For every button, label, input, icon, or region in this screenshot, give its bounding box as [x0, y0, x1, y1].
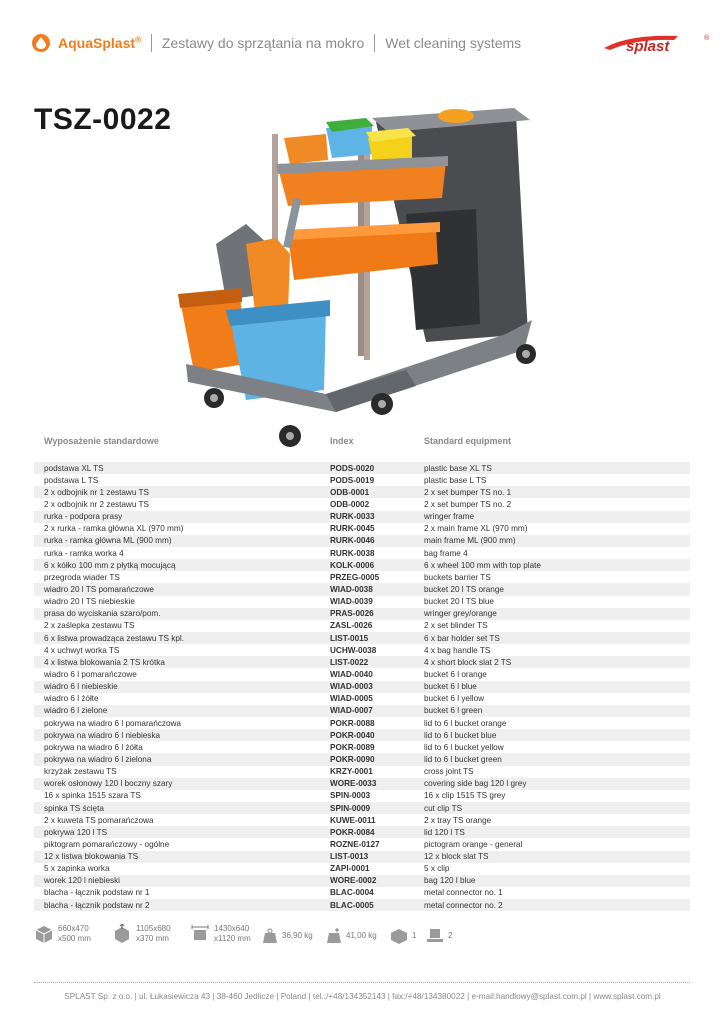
item-name-pl: krzyżak zestawu TS: [44, 767, 117, 777]
item-index: WIAD-0038: [330, 584, 373, 594]
item-name-en: bucket 6 l yellow: [424, 694, 485, 704]
item-index: ODB-0001: [330, 487, 370, 497]
item-index: LIST-0015: [330, 633, 369, 643]
table-row: [34, 741, 690, 753]
item-name-pl: prasa do wyciskania szaro/pom.: [44, 609, 161, 619]
item-name-en: buckets barrier TS: [424, 572, 491, 582]
item-name-pl: 2 x odbojnik nr 1 zestawu TS: [44, 487, 149, 497]
item-name-en: bag 120 l blue: [424, 876, 476, 886]
item-name-pl: blacha - łącznik podstaw nr 2: [44, 900, 150, 910]
pallets-value: 2: [448, 931, 453, 940]
item-name-pl: 6 x kółko 100 mm z płytką mocującą: [44, 560, 176, 570]
brand-name: AquaSplast®: [58, 35, 141, 51]
table-row: [34, 620, 690, 632]
weight-gross-icon: [326, 928, 342, 944]
item-name-en: covering side bag 120 l grey: [424, 779, 527, 789]
item-name-en: 2 x set blinder TS: [424, 621, 488, 631]
item-name-pl: 5 x zapinka worka: [44, 864, 110, 874]
item-index: POKR-0089: [330, 742, 375, 752]
footer-divider: [34, 982, 690, 983]
item-index: KOLK-0006: [330, 560, 375, 570]
item-name-en: 4 x short block slat 2 TS: [424, 657, 512, 667]
gross-weight-value: 41,00 kg: [346, 931, 377, 940]
item-index: BLAC-0005: [330, 900, 374, 910]
cartons-value: 1: [412, 931, 417, 940]
item-name-pl: 4 x listwa blokowania 2 TS krótka: [44, 657, 165, 667]
item-name-en: cut clip TS: [424, 803, 463, 813]
item-name-en: bucket 6 l orange: [424, 669, 487, 679]
page-header: [32, 32, 521, 54]
item-name-pl: 2 x odbojnik nr 2 zestawu TS: [44, 499, 149, 509]
table-row: [34, 474, 690, 486]
table-row: [34, 656, 690, 668]
item-index: WORE-0002: [330, 876, 377, 886]
item-name-pl: pokrywa na wiadro 6 l żółta: [44, 742, 143, 752]
table-row: [34, 729, 690, 741]
dimensions-line1: 1430x640: [214, 924, 250, 933]
item-index: ZASL-0026: [330, 621, 373, 631]
table-row: [34, 498, 690, 510]
item-index: SPIN-0009: [330, 803, 371, 813]
item-name-en: bucket 6 l green: [424, 706, 483, 716]
table-row: [34, 644, 690, 656]
item-name-en: wringer grey/orange: [424, 609, 497, 619]
spec-bar: [34, 924, 694, 954]
item-index: WIAD-0003: [330, 682, 373, 692]
item-name-en: bucket 20 l TS blue: [424, 597, 494, 607]
item-name-pl: blacha - łącznik podstaw nr 1: [44, 888, 150, 898]
item-index: RURK-0038: [330, 548, 375, 558]
dimensions-icon: [190, 924, 210, 944]
item-name-en: plastic base L TS: [424, 475, 487, 485]
table-row: [34, 851, 690, 863]
item-name-pl: 16 x spinka 1515 szara TS: [44, 791, 141, 801]
spec-pallets: [426, 928, 452, 944]
table-row: [34, 717, 690, 729]
table-row: [34, 753, 690, 765]
item-index: RURK-0046: [330, 536, 375, 546]
box-arrows-icon: [112, 924, 132, 944]
item-name-en: metal connector no. 1: [424, 888, 503, 898]
spec-cartons: [390, 928, 416, 944]
item-name-en: wringer frame: [424, 512, 475, 522]
item-name-pl: 12 x listwa blokowania TS: [44, 852, 139, 862]
spec-dimensions: [190, 924, 251, 944]
table-row: [34, 814, 690, 826]
item-name-en: bag frame 4: [424, 548, 468, 558]
item-name-en: 6 x bar holder set TS: [424, 633, 500, 643]
item-index: ODB-0002: [330, 499, 370, 509]
table-row: [34, 826, 690, 838]
item-name-en: lid to 6 l bucket blue: [424, 730, 497, 740]
table-row: [34, 535, 690, 547]
item-index: KRZY-0001: [330, 767, 373, 777]
item-name-pl: pokrywa na wiadro 6 l zielona: [44, 754, 152, 764]
item-index: PRZEG-0005: [330, 572, 380, 582]
table-row: [34, 863, 690, 875]
assembled-size-line1: 1105x680: [136, 924, 171, 933]
item-index: WIAD-0005: [330, 694, 373, 704]
item-name-en: 2 x main frame XL (970 mm): [424, 524, 528, 534]
item-index: UCHW-0038: [330, 645, 377, 655]
item-name-en: lid to 6 l bucket orange: [424, 718, 507, 728]
item-name-pl: podstawa XL TS: [44, 463, 104, 473]
item-name-en: lid to 6 l bucket green: [424, 754, 502, 764]
item-name-pl: rurka - ramka główna ML (900 mm): [44, 536, 172, 546]
item-name-pl: spinka TS ścięta: [44, 803, 104, 813]
col-header-en: Standard equipment: [424, 436, 512, 446]
item-index: PODS-0020: [330, 463, 375, 473]
item-index: ZAPI-0001: [330, 864, 370, 874]
item-name-en: 4 x bag handle TS: [424, 645, 491, 655]
item-name-en: 2 x set bumper TS no. 2: [424, 499, 512, 509]
item-name-pl: 2 x kuweta TS pomarańczowa: [44, 815, 154, 825]
item-name-en: main frame ML (900 mm): [424, 536, 516, 546]
item-name-pl: rurka - podpora prasy: [44, 512, 123, 522]
item-name-pl: wiadro 20 l TS niebieskie: [44, 597, 135, 607]
table-row: [34, 559, 690, 571]
item-name-pl: worek 120 l niebieski: [44, 876, 121, 886]
item-name-pl: pokrywa 120 l TS: [44, 827, 108, 837]
pallet-icon: [426, 928, 444, 944]
item-index: WORE-0033: [330, 779, 377, 789]
svg-text:®: ®: [704, 35, 710, 42]
package-size-line1: 660x470: [58, 924, 89, 933]
table-row: [34, 547, 690, 559]
box-icon: [34, 924, 54, 944]
table-row: [34, 899, 690, 911]
item-name-en: 16 x clip 1515 TS grey: [424, 791, 506, 801]
package-size-line2: x500 mm: [58, 934, 91, 943]
col-header-index: Index: [330, 436, 354, 446]
table-row: [34, 486, 690, 498]
table-row: [34, 766, 690, 778]
table-row: [34, 875, 690, 887]
item-name-pl: wiadro 6 l zielone: [44, 706, 108, 716]
splast-logo: [600, 28, 712, 56]
item-index: LIST-0022: [330, 657, 369, 667]
item-name-en: lid 120 l TS: [424, 827, 465, 837]
item-name-pl: przegroda wiader TS: [44, 572, 120, 582]
header-subtitle-en: Wet cleaning systems: [385, 35, 522, 51]
table-row: [34, 790, 690, 802]
item-index: POKR-0090: [330, 754, 375, 764]
item-index: SPIN-0003: [330, 791, 371, 801]
col-header-pl: Wyposażenie standardowe: [44, 436, 159, 446]
item-index: BLAC-0004: [330, 888, 374, 898]
item-name-en: cross joint TS: [424, 767, 474, 777]
item-index: WIAD-0040: [330, 669, 373, 679]
item-name-en: 12 x block slat TS: [424, 852, 489, 862]
header-divider: [151, 34, 152, 52]
item-name-en: 5 x clip: [424, 864, 450, 874]
item-index: RURK-0033: [330, 512, 375, 522]
item-name-pl: wiadro 6 l pomarańczowe: [44, 669, 137, 679]
header-subtitle-pl: Zestawy do sprzątania na mokro: [161, 35, 365, 51]
water-drop-icon: [32, 34, 50, 52]
item-name-en: pictogram orange - general: [424, 839, 523, 849]
item-index: POKR-0084: [330, 827, 375, 837]
spec-package: [34, 924, 91, 944]
item-name-en: 2 x tray TS orange: [424, 815, 492, 825]
net-weight-value: 36,90 kg: [282, 931, 313, 940]
item-name-pl: wiadro 20 l TS pomarańczowe: [44, 584, 154, 594]
table-row: [34, 571, 690, 583]
table-row: [34, 523, 690, 535]
equipment-table: [34, 462, 690, 911]
weight-icon: [262, 928, 278, 944]
logo-text: splast: [626, 38, 670, 55]
item-name-pl: pokrywa na wiadro 6 l pomarańczowa: [44, 718, 181, 728]
item-index: LIST-0013: [330, 852, 369, 862]
spec-assembled: [112, 924, 171, 944]
cleaning-trolley-image: [176, 94, 556, 452]
item-name-pl: 2 x rurka - ramka główna XL (970 mm): [44, 524, 184, 534]
item-index: KUWE-0011: [330, 815, 376, 825]
item-name-pl: wiadro 6 l niebieskie: [44, 682, 118, 692]
table-row: [34, 608, 690, 620]
item-index: POKR-0040: [330, 730, 375, 740]
spec-gross-weight: [326, 928, 377, 944]
item-name-en: lid to 6 l bucket yellow: [424, 742, 504, 752]
item-name-pl: pokrywa na wiadro 6 l niebieska: [44, 730, 161, 740]
item-name-pl: 6 x listwa prowadząca zestawu TS kpl.: [44, 633, 185, 643]
item-name-en: metal connector no. 2: [424, 900, 503, 910]
item-name-pl: podstawa L TS: [44, 475, 99, 485]
assembled-size-line2: x370 mm: [136, 934, 169, 943]
carton-icon: [390, 928, 408, 944]
table-row: [34, 778, 690, 790]
item-index: ROZNE-0127: [330, 839, 380, 849]
table-row: [34, 693, 690, 705]
item-name-pl: wiadro 6 l żółte: [44, 694, 99, 704]
item-index: PODS-0019: [330, 475, 375, 485]
item-name-en: bucket 6 l blue: [424, 682, 477, 692]
spec-net-weight: [262, 928, 313, 944]
dimensions-line2: x1120 mm: [214, 934, 251, 943]
table-row: [34, 583, 690, 595]
item-index: WIAD-0039: [330, 597, 373, 607]
product-code: TSZ-0022: [34, 103, 172, 136]
table-row: [34, 838, 690, 850]
table-row: [34, 668, 690, 680]
table-row: [34, 705, 690, 717]
item-name-en: plastic base XL TS: [424, 463, 492, 473]
item-name-en: 2 x set bumper TS no. 1: [424, 487, 512, 497]
table-row: [34, 596, 690, 608]
item-index: PRAS-0026: [330, 609, 374, 619]
item-name-en: bucket 20 l TS orange: [424, 584, 504, 594]
item-name-pl: rurka - ramka worka 4: [44, 548, 124, 558]
table-row: [34, 462, 690, 474]
item-name-en: 6 x wheel 100 mm with top plate: [424, 560, 541, 570]
table-row: [34, 887, 690, 899]
item-index: RURK-0045: [330, 524, 375, 534]
item-name-pl: worek osłonowy 120 l boczny szary: [44, 779, 173, 789]
table-row: [34, 632, 690, 644]
item-name-pl: 2 x zaślepka zestawu TS: [44, 621, 135, 631]
table-row: [34, 511, 690, 523]
item-index: POKR-0088: [330, 718, 375, 728]
item-index: WIAD-0007: [330, 706, 373, 716]
table-row: [34, 681, 690, 693]
header-divider: [374, 34, 375, 52]
table-row: [34, 802, 690, 814]
footer-contact: SPLAST Sp. z o.o. | ul. Łukasiewicza 43 | 38-460 Jedlicze | Poland | tel.:/+48/134352143 | fax:/+48/134380022 | e-mail:handlowy@splast.com.pl | www.splast.com.pl: [64, 992, 661, 1001]
item-name-pl: 4 x uchwyt worka TS: [44, 645, 120, 655]
item-name-pl: piktogram pomarańczowy - ogólne: [44, 839, 170, 849]
